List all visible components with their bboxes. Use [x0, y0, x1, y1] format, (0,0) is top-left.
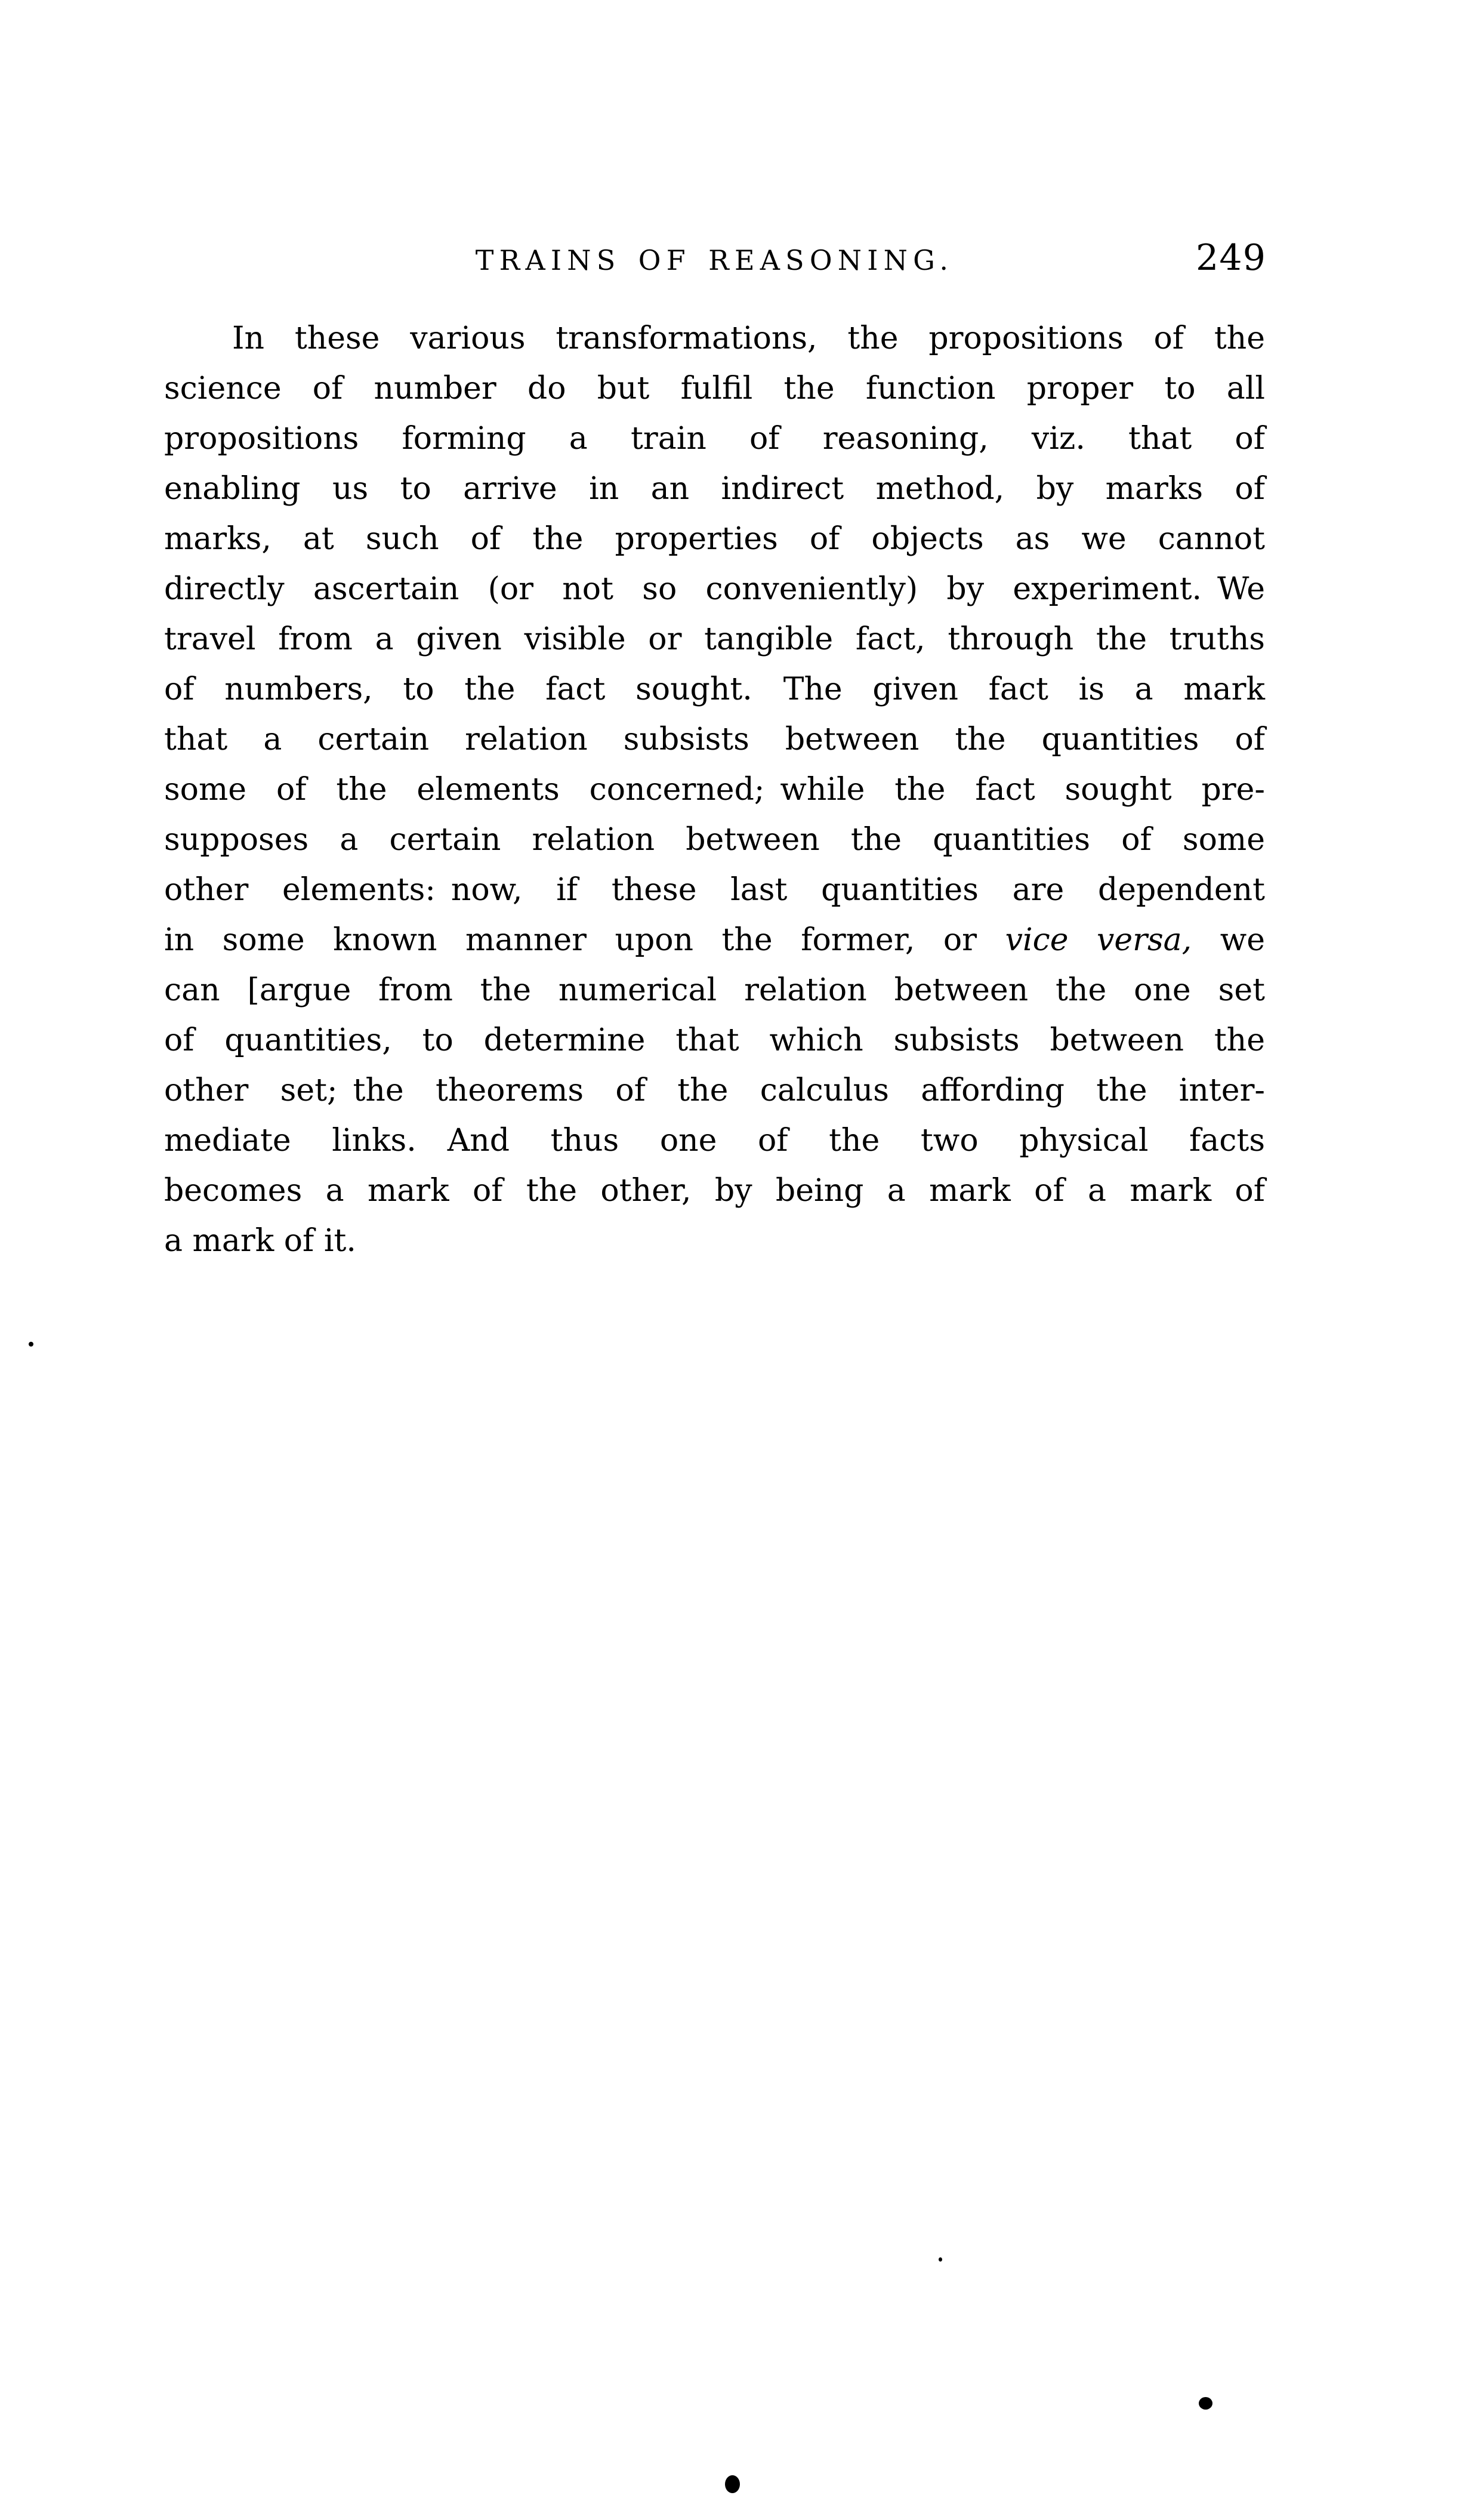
- text-segment: of quantities, to determine that which subsists between the: [164, 1022, 1265, 1058]
- text-segment: that a certain relation subsists between the quantities of: [164, 722, 1265, 757]
- text-segment: enabling us to arrive in an indirect method, by marks of: [164, 471, 1265, 507]
- page-number: 249: [1196, 237, 1267, 279]
- text-line: [164, 664, 1265, 714]
- text-line: [164, 313, 1265, 363]
- text-segment: we: [1192, 922, 1265, 958]
- text-segment: science of number do but fulfil the function proper to all: [164, 371, 1265, 406]
- text-segment: In these various transformations, the propositions of the: [232, 321, 1265, 356]
- text-segment: propositions forming a train of reasoning, viz. that of: [164, 421, 1265, 457]
- text-line: [164, 414, 1265, 464]
- text-line: [164, 865, 1265, 915]
- text-segment: other set; the theorems of the calculus affording the inter-: [164, 1073, 1265, 1108]
- text-segment: other elements: now, if these last quantities are dependent: [164, 872, 1265, 908]
- text-segment: supposes a certain relation between the quantities of some: [164, 822, 1265, 858]
- text-segment: can [argue from the numerical relation between the one set: [164, 972, 1265, 1008]
- text-line: [164, 514, 1265, 564]
- speck-mid-right: [939, 2257, 942, 2262]
- text-segment: mediate links. And thus one of the two physical facts: [164, 1123, 1265, 1159]
- text-line: [164, 1166, 1265, 1216]
- text-line: [164, 1116, 1265, 1166]
- text-segment: some of the elements concerned; while the fact sought pre-: [164, 772, 1265, 808]
- text-line: [164, 965, 1265, 1015]
- text-line: [164, 464, 1265, 514]
- text-segment: marks, at such of the properties of objects as we cannot: [164, 521, 1265, 557]
- text-line: [164, 1216, 1265, 1266]
- page-title: TRAINS OF REASONING.: [475, 244, 954, 276]
- text-line: [164, 1015, 1265, 1065]
- text-segment: travel from a given visible or tangible fact, through the truths: [164, 621, 1265, 657]
- text-line: [164, 614, 1265, 664]
- speck-lower-right: [1199, 2397, 1212, 2410]
- paragraph: [164, 313, 1265, 1266]
- text-line: [164, 765, 1265, 815]
- text-line: [164, 714, 1265, 765]
- text-segment: of numbers, to the fact sought. The given fact is a mark: [164, 671, 1265, 707]
- speck-bottom-center: [725, 2475, 740, 2493]
- text-line: [164, 815, 1265, 865]
- text-line: [164, 1065, 1265, 1116]
- text-segment: directly ascertain (or not so conveniently) by experiment. We: [164, 571, 1265, 607]
- italic-text: vice versa,: [1005, 922, 1192, 958]
- text-line: [164, 564, 1265, 614]
- speck-left-margin: [29, 1342, 33, 1347]
- text-segment: a mark of it.: [164, 1223, 356, 1259]
- text-segment: in some known manner upon the former, or: [164, 922, 1005, 958]
- running-header: [164, 244, 1265, 280]
- text-segment: becomes a mark of the other, by being a mark of a mark of: [164, 1173, 1265, 1209]
- text-line: [164, 915, 1265, 965]
- text-line: [164, 363, 1265, 414]
